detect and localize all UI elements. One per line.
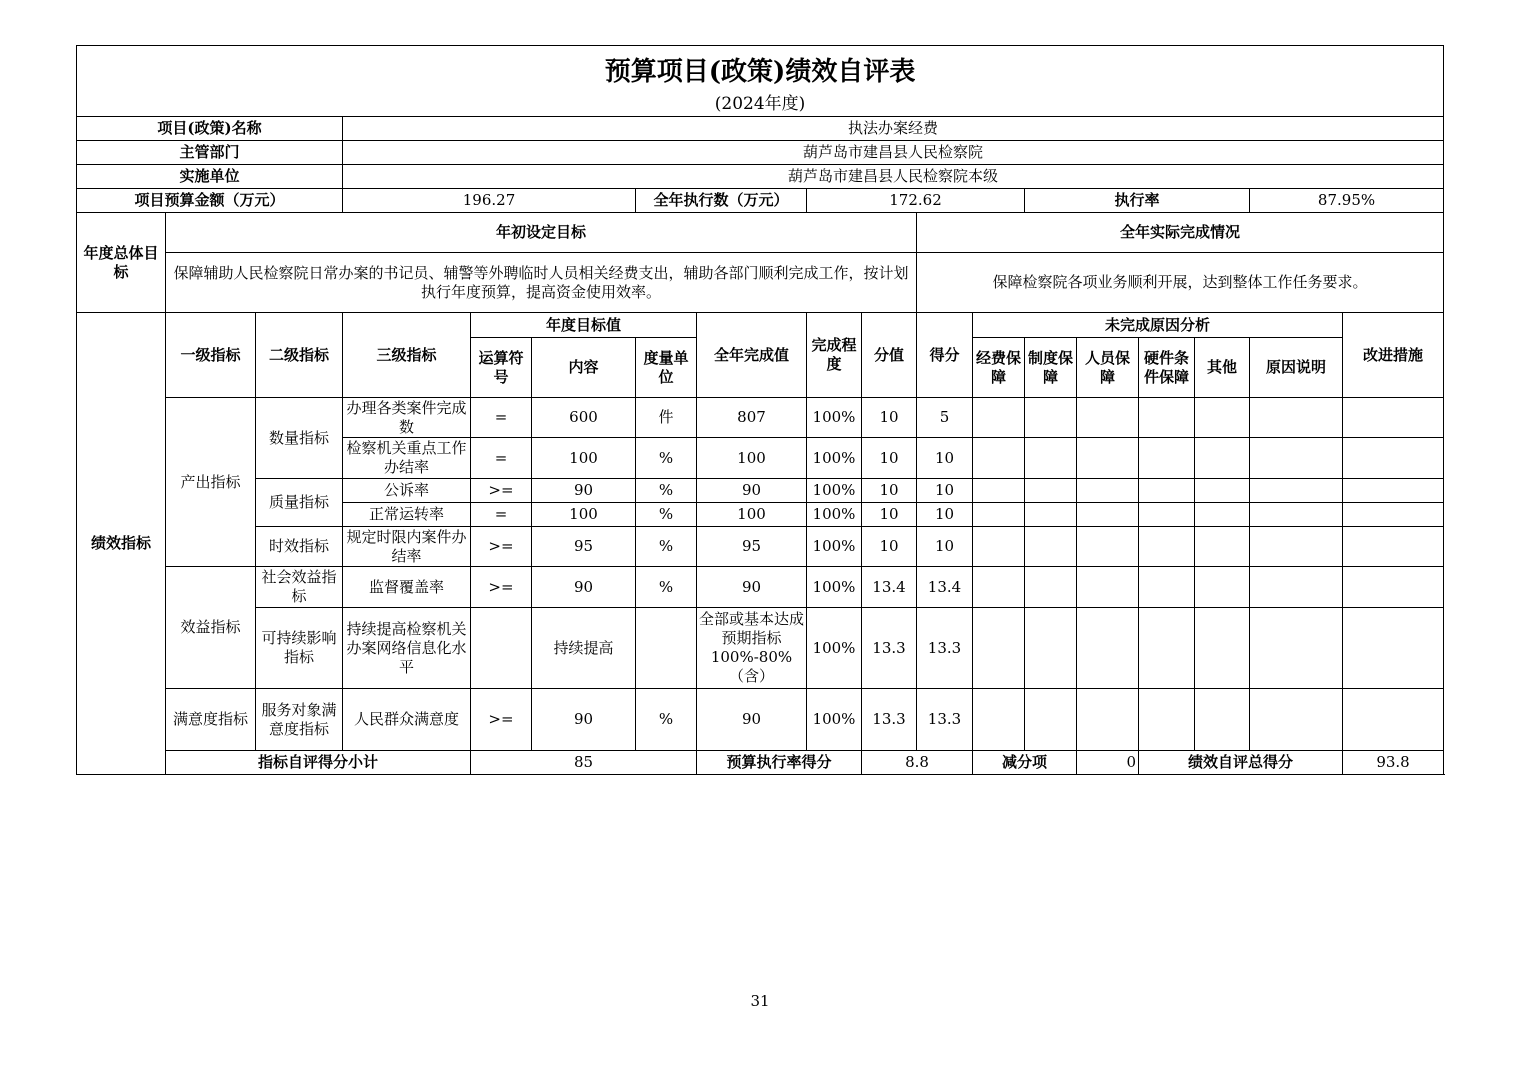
group-quantity: 数量指标 <box>256 398 343 479</box>
value-cell: 13.3 <box>862 689 917 751</box>
score-cell: 10 <box>917 527 973 567</box>
operator-cell: >= <box>471 527 532 567</box>
actual-completion-header: 全年实际完成情况 <box>917 213 1444 253</box>
operator-cell <box>471 608 532 689</box>
completion-cell: 100% <box>807 503 862 527</box>
operator-cell: = <box>471 398 532 438</box>
unit-cell: % <box>636 438 697 479</box>
reason-hardware-header: 硬件条件保障 <box>1139 338 1195 398</box>
page-number: 31 <box>750 992 770 1010</box>
project-name-label: 项目(政策)名称 <box>77 117 343 141</box>
operator-cell: = <box>471 503 532 527</box>
table-row <box>77 398 1444 438</box>
dept-label: 主管部门 <box>77 141 343 165</box>
unit-cell: % <box>636 689 697 751</box>
level3-cell: 办理各类案件完成数 <box>343 398 471 438</box>
group-quality: 质量指标 <box>256 479 343 527</box>
evaluation-table <box>76 45 1444 775</box>
level3-header: 三级指标 <box>343 313 471 398</box>
reason-system-header: 制度保障 <box>1025 338 1077 398</box>
value-cell: 13.3 <box>862 608 917 689</box>
actual-cell: 100 <box>697 438 807 479</box>
subtotal-value: 85 <box>471 751 697 775</box>
group-service: 服务对象满意度指标 <box>256 689 343 751</box>
unit-cell: % <box>636 479 697 503</box>
improvement-header: 改进措施 <box>1343 313 1444 398</box>
reason-group-header: 未完成原因分析 <box>973 313 1343 338</box>
total-label: 绩效自评总得分 <box>1139 751 1343 775</box>
reason-funding-header: 经费保障 <box>973 338 1025 398</box>
score-header: 得分 <box>917 313 973 398</box>
table-row <box>77 527 1444 567</box>
score-cell: 10 <box>917 479 973 503</box>
value-cell: 10 <box>862 398 917 438</box>
content-cell: 90 <box>532 689 636 751</box>
actual-cell: 100 <box>697 503 807 527</box>
level1-header: 一级指标 <box>166 313 256 398</box>
dept-value: 葫芦岛市建昌县人民检察院 <box>343 141 1444 165</box>
operator-cell: >= <box>471 567 532 608</box>
initial-goal-header: 年初设定目标 <box>166 213 917 253</box>
value-cell: 10 <box>862 527 917 567</box>
completion-cell: 100% <box>807 479 862 503</box>
content-cell: 600 <box>532 398 636 438</box>
budget-score-value: 8.8 <box>862 751 973 775</box>
completion-cell: 100% <box>807 608 862 689</box>
actual-cell: 90 <box>697 479 807 503</box>
group-timeliness: 时效指标 <box>256 527 343 567</box>
value-cell: 10 <box>862 503 917 527</box>
level3-cell: 监督覆盖率 <box>343 567 471 608</box>
performance-evaluation-sheet <box>76 45 1443 781</box>
completion-cell: 100% <box>807 527 862 567</box>
annual-goal-label: 年度总体目标 <box>77 213 166 313</box>
reason-staff-header: 人员保障 <box>1077 338 1139 398</box>
score-cell: 5 <box>917 398 973 438</box>
deduction-value: 0 <box>1077 751 1139 775</box>
completion-cell: 100% <box>807 689 862 751</box>
value-cell: 13.4 <box>862 567 917 608</box>
content-cell: 95 <box>532 527 636 567</box>
budget-label: 项目预算金额（万元） <box>77 189 343 213</box>
level3-cell: 规定时限内案件办结率 <box>343 527 471 567</box>
operator-header: 运算符号 <box>471 338 532 398</box>
score-cell: 13.3 <box>917 689 973 751</box>
unit-cell: % <box>636 567 697 608</box>
level3-cell: 持续提高检察机关办案网络信息化水平 <box>343 608 471 689</box>
content-cell: 90 <box>532 479 636 503</box>
group-satisfaction: 满意度指标 <box>166 689 256 751</box>
completion-cell: 100% <box>807 398 862 438</box>
level3-cell: 检察机关重点工作办结率 <box>343 438 471 479</box>
rate-value: 87.95% <box>1250 189 1444 213</box>
reason-other-header: 其他 <box>1195 338 1250 398</box>
unit-label: 实施单位 <box>77 165 343 189</box>
budget-value: 196.27 <box>343 189 636 213</box>
actual-cell: 807 <box>697 398 807 438</box>
deduction-label: 减分项 <box>973 751 1077 775</box>
operator-cell: >= <box>471 479 532 503</box>
actual-completion-text: 保障检察院各项业务顺利开展，达到整体工作任务要求。 <box>917 253 1444 313</box>
unit-cell: % <box>636 503 697 527</box>
rate-label: 执行率 <box>1025 189 1250 213</box>
unit-cell: 件 <box>636 398 697 438</box>
actual-cell: 全部或基本达成预期指标100%-80%（含） <box>697 608 807 689</box>
score-value-header: 分值 <box>862 313 917 398</box>
group-benefit: 效益指标 <box>166 567 256 689</box>
subtotal-label: 指标自评得分小计 <box>166 751 471 775</box>
completion-cell: 100% <box>807 567 862 608</box>
total-value: 93.8 <box>1343 751 1444 775</box>
initial-goal-text: 保障辅助人民检察院日常办案的书记员、辅警等外聘临时人员相关经费支出，辅助各部门顺利完成工作，按计划执行年度预算，提高资金使用效率。 <box>166 253 917 313</box>
actual-value-header: 全年完成值 <box>697 313 807 398</box>
completion-header: 完成程度 <box>807 313 862 398</box>
value-cell: 10 <box>862 438 917 479</box>
unit-header: 度量单位 <box>636 338 697 398</box>
group-sustain: 可持续影响指标 <box>256 608 343 689</box>
actual-cell: 95 <box>697 527 807 567</box>
table-row <box>77 689 1444 751</box>
operator-cell: = <box>471 438 532 479</box>
project-name-value: 执法办案经费 <box>343 117 1444 141</box>
content-cell: 100 <box>532 503 636 527</box>
actual-cell: 90 <box>697 567 807 608</box>
executed-label: 全年执行数（万元） <box>636 189 807 213</box>
group-output: 产出指标 <box>166 398 256 567</box>
table-row <box>77 608 1444 689</box>
year-subtitle: (2024年度) <box>77 92 1444 117</box>
completion-cell: 100% <box>807 438 862 479</box>
value-cell: 10 <box>862 479 917 503</box>
unit-value: 葫芦岛市建昌县人民检察院本级 <box>343 165 1444 189</box>
budget-score-label: 预算执行率得分 <box>697 751 862 775</box>
level3-cell: 正常运转率 <box>343 503 471 527</box>
operator-cell: >= <box>471 689 532 751</box>
group-social: 社会效益指标 <box>256 567 343 608</box>
level3-cell: 人民群众满意度 <box>343 689 471 751</box>
executed-value: 172.62 <box>807 189 1025 213</box>
actual-cell: 90 <box>697 689 807 751</box>
score-cell: 10 <box>917 503 973 527</box>
unit-cell <box>636 608 697 689</box>
page-title: 预算项目(政策)绩效自评表 <box>77 46 1444 93</box>
content-cell: 持续提高 <box>532 608 636 689</box>
content-cell: 90 <box>532 567 636 608</box>
indicators-section-label: 绩效指标 <box>77 313 166 775</box>
table-row <box>77 567 1444 608</box>
score-cell: 10 <box>917 438 973 479</box>
reason-desc-header: 原因说明 <box>1250 338 1343 398</box>
content-cell: 100 <box>532 438 636 479</box>
table-row <box>77 479 1444 503</box>
unit-cell: % <box>636 527 697 567</box>
score-cell: 13.4 <box>917 567 973 608</box>
annual-target-header: 年度目标值 <box>471 313 697 338</box>
level3-cell: 公诉率 <box>343 479 471 503</box>
level2-header: 二级指标 <box>256 313 343 398</box>
content-header: 内容 <box>532 338 636 398</box>
score-cell: 13.3 <box>917 608 973 689</box>
